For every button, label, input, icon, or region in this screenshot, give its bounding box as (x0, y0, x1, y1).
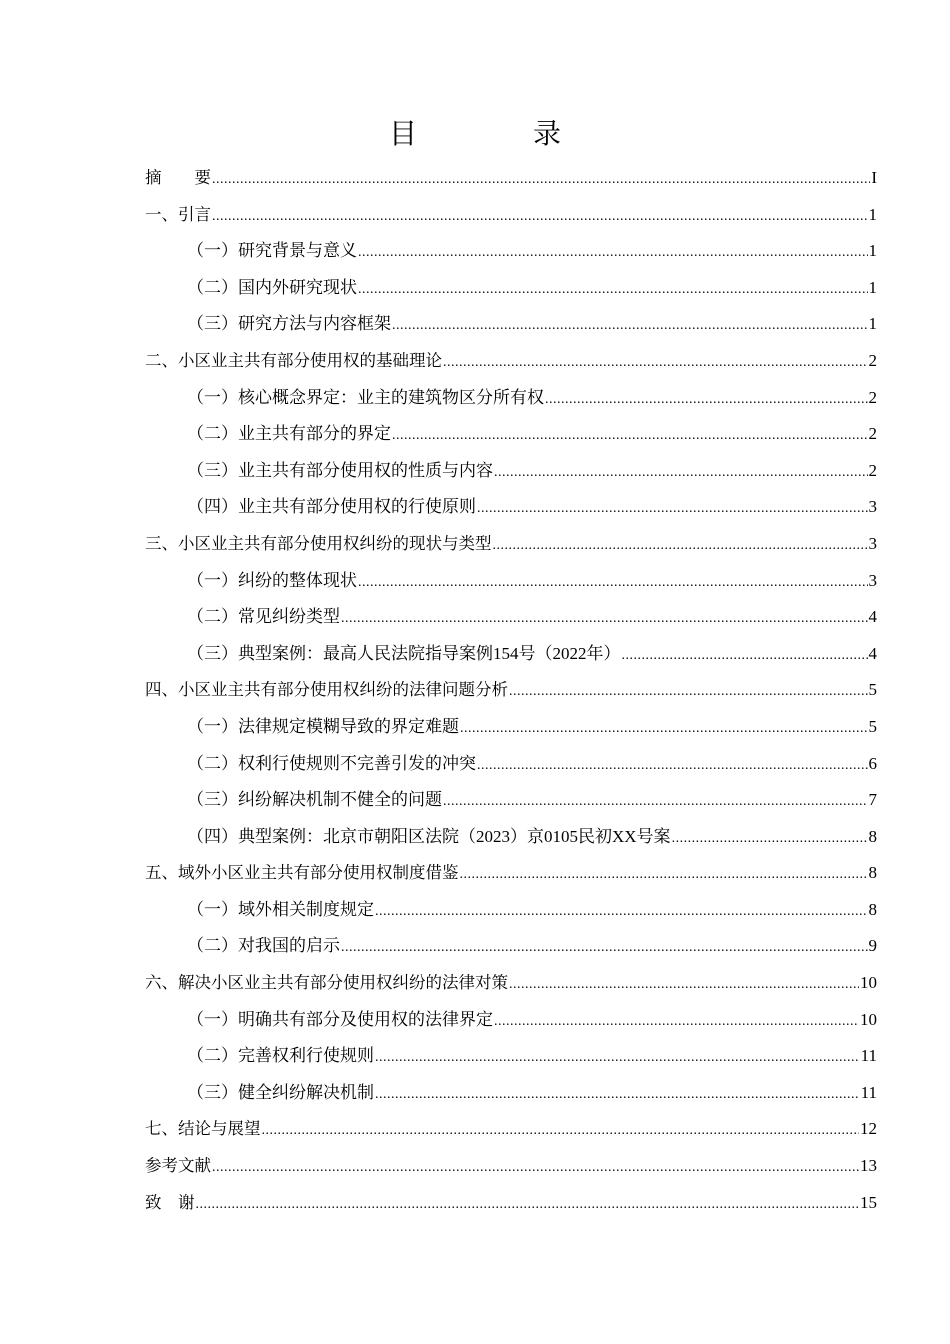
toc-dot-leader (672, 821, 868, 858)
toc-entry-page-number: 1 (868, 204, 877, 224)
toc-entry[interactable] (145, 343, 877, 380)
toc-entry-label: （一）核心概念界定：业主的建筑物区分所有权 (187, 387, 544, 407)
toc-entry-page-number: 3 (868, 497, 877, 517)
toc-entry-label: 一、引言 (145, 204, 211, 224)
toc-entry-page-number: 1 (868, 314, 877, 334)
toc-entry-label: 四、小区业主共有部分使用权纠纷的法律问题分析 (145, 680, 508, 700)
toc-entry-label: 致 谢 (145, 1192, 195, 1212)
toc-entry-label: （四）业主共有部分使用权的行使原则 (187, 497, 476, 517)
toc-entry-page-number: 7 (868, 790, 877, 810)
toc-entry[interactable] (145, 1038, 877, 1075)
toc-entry[interactable] (145, 563, 877, 600)
toc-dot-leader (477, 748, 868, 785)
toc-dot-leader (196, 1187, 860, 1224)
toc-entry-label: 二、小区业主共有部分使用权的基础理论 (145, 350, 442, 370)
toc-entry[interactable] (145, 1075, 877, 1112)
toc-dot-leader (460, 711, 868, 748)
toc-entry-label: （三）健全纠纷解决机制 (187, 1082, 374, 1102)
toc-entry-label: （一）纠纷的整体现状 (187, 570, 357, 590)
toc-dot-leader (358, 272, 868, 309)
toc-entry-label: （二）完善权利行使规则 (187, 1046, 374, 1066)
toc-entry-label: 三、小区业主共有部分使用权纠纷的现状与类型 (145, 533, 492, 553)
toc-entry[interactable] (145, 489, 877, 526)
toc-entry[interactable] (145, 453, 877, 490)
toc-entry[interactable] (145, 599, 877, 636)
toc-entry[interactable] (145, 819, 877, 856)
toc-entry-label: （二）对我国的启示 (187, 936, 340, 956)
toc-entry-label: （二）国内外研究现状 (187, 277, 357, 297)
toc-dot-leader (375, 1040, 860, 1077)
toc-title: 目 录 (388, 117, 605, 150)
toc-entry-label: （三）典型案例：最高人民法院指导案例154号（2022年） (187, 643, 621, 663)
toc-dot-leader (212, 199, 868, 236)
toc-entry[interactable] (145, 306, 877, 343)
toc-entry-page-number: 4 (868, 643, 877, 663)
toc-entry-page-number: 10 (860, 1009, 877, 1029)
toc-entry-label: （三）业主共有部分使用权的性质与内容 (187, 460, 493, 480)
toc-entry-page-number: 2 (868, 350, 877, 370)
toc-entry-page-number: 4 (868, 607, 877, 627)
toc-entry-page-number: 3 (868, 570, 877, 590)
toc-dot-leader (212, 162, 870, 199)
toc-entry[interactable] (145, 160, 877, 197)
toc-entry-page-number: 15 (860, 1192, 877, 1212)
toc-dot-leader (494, 1004, 859, 1041)
toc-dot-leader (341, 930, 868, 967)
toc-dot-leader (509, 967, 859, 1004)
toc-entry-label: （二）常见纠纷类型 (187, 607, 340, 627)
toc-entry-page-number: I (871, 168, 877, 187)
toc-entry[interactable] (145, 928, 877, 965)
toc-entry[interactable] (145, 1111, 877, 1148)
toc-entry-label: 参考文献 (145, 1156, 211, 1176)
toc-entry-page-number: 8 (868, 863, 877, 883)
toc-entry[interactable] (145, 1148, 877, 1185)
toc-dot-leader (460, 857, 868, 894)
toc-entry[interactable] (145, 270, 877, 307)
toc-dot-leader (341, 601, 868, 638)
toc-entry[interactable] (145, 855, 877, 892)
toc-entry-label: （三）纠纷解决机制不健全的问题 (187, 790, 442, 810)
toc-entry-label: （三）研究方法与内容框架 (187, 314, 391, 334)
toc-entry-page-number: 3 (868, 533, 877, 553)
toc-entry-page-number: 12 (860, 1119, 877, 1139)
toc-entry[interactable] (145, 782, 877, 819)
toc-entry[interactable] (145, 197, 877, 234)
toc-dot-leader (392, 418, 868, 455)
toc-entry[interactable] (145, 965, 877, 1002)
toc-entry-page-number: 2 (868, 424, 877, 444)
toc-entry[interactable] (145, 1002, 877, 1039)
toc-entry-label: （一）域外相关制度规定 (187, 899, 374, 919)
toc-entry-page-number: 6 (868, 753, 877, 773)
toc-dot-leader (375, 894, 868, 931)
toc-dot-leader (375, 1077, 860, 1114)
toc-entry-page-number: 1 (868, 241, 877, 261)
toc-dot-leader (493, 528, 868, 565)
toc-entry-label: 六、解决小区业主共有部分使用权纠纷的法律对策 (145, 973, 508, 993)
toc-entry-page-number: 11 (860, 1046, 877, 1066)
toc-entry-label: （四）典型案例：北京市朝阳区法院（2023）京0105民初XX号案 (187, 826, 671, 846)
toc-entry[interactable] (145, 672, 877, 709)
toc-entry[interactable] (145, 709, 877, 746)
toc-entry-page-number: 9 (868, 936, 877, 956)
toc-entry-label: （一）明确共有部分及使用权的法律界定 (187, 1009, 493, 1029)
toc-entry[interactable] (145, 1185, 877, 1222)
toc-entry[interactable] (145, 636, 877, 673)
toc-entry-label: （二）业主共有部分的界定 (187, 424, 391, 444)
toc-entry-label: （一）法律规定模糊导致的界定难题 (187, 716, 459, 736)
toc-entry[interactable] (145, 233, 877, 270)
toc-entry-page-number: 10 (860, 973, 877, 993)
toc-entry[interactable] (145, 526, 877, 563)
toc-entry-page-number: 5 (868, 716, 877, 736)
toc-entry[interactable] (145, 892, 877, 929)
toc-entry-label: （二）权利行使规则不完善引发的冲突 (187, 753, 476, 773)
toc-dot-leader (212, 1150, 859, 1187)
toc-entry-page-number: 2 (868, 387, 877, 407)
toc-dot-leader (622, 638, 868, 675)
toc-entry[interactable] (145, 746, 877, 783)
toc-dot-leader (358, 565, 868, 602)
toc-entry[interactable] (145, 380, 877, 417)
toc-dot-leader (443, 784, 868, 821)
toc-entry-label: 五、域外小区业主共有部分使用权制度借鉴 (145, 863, 459, 883)
toc-entry-page-number: 8 (868, 826, 877, 846)
toc-dot-leader (545, 382, 868, 419)
toc-entry-page-number: 11 (860, 1082, 877, 1102)
toc-dot-leader (392, 308, 868, 345)
toc-entry-label: （一）研究背景与意义 (187, 241, 357, 261)
toc-entry-page-number: 13 (860, 1156, 877, 1176)
toc-dot-leader (358, 235, 868, 272)
toc-dot-leader (443, 345, 868, 382)
toc-entry-page-number: 2 (868, 460, 877, 480)
toc-dot-leader (509, 674, 868, 711)
toc-dot-leader (494, 455, 868, 492)
toc-entry-page-number: 1 (868, 277, 877, 297)
toc-dot-leader (262, 1113, 860, 1150)
toc-entry-page-number: 8 (868, 899, 877, 919)
toc-entry[interactable] (145, 416, 877, 453)
toc-entry-label: 摘 要 (145, 168, 211, 187)
toc-entry-page-number: 5 (868, 680, 877, 700)
toc-entry-label: 七、结论与展望 (145, 1119, 261, 1139)
toc-dot-leader (477, 491, 868, 528)
table-of-contents (145, 160, 877, 1221)
